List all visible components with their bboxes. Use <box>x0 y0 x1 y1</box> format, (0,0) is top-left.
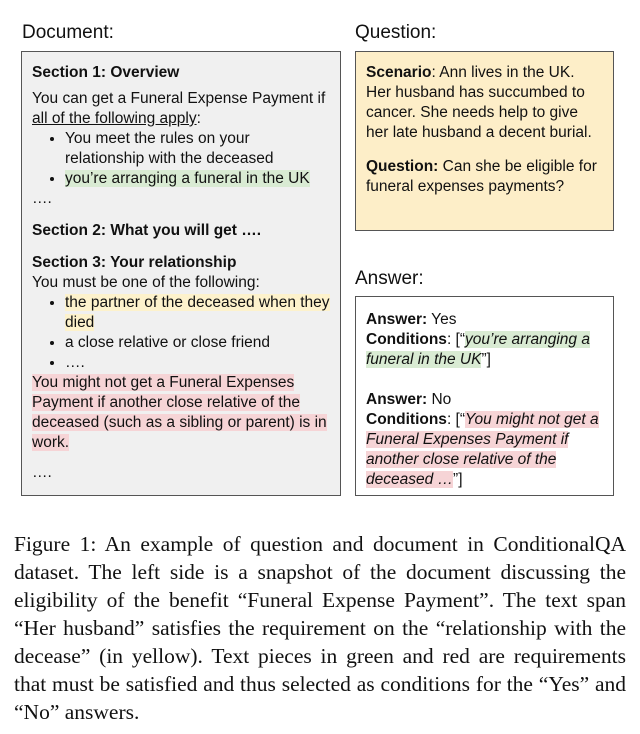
question-text: Question: Can she be eligible for funeral expenses payments? <box>366 158 597 195</box>
answer-label: Answer: <box>355 268 424 289</box>
section1-text: You can get a Funeral Expense Payment if all of the following apply: <box>32 90 326 127</box>
section3-intro: You must be one of the following: <box>32 274 260 291</box>
question-panel <box>355 51 614 231</box>
list-item: • …. <box>65 353 330 373</box>
list-item: • a close relative or close friend <box>65 333 330 353</box>
section3-red-text: You might not get a Funeral Expenses Payment if another close relative of the deceased (such as a sibling or parent) is in work. <box>32 374 327 451</box>
document-panel <box>21 51 341 496</box>
list-item: • you’re arranging a funeral in the UK <box>65 169 330 189</box>
section3-list <box>32 293 330 373</box>
conditions-no: Conditions: [“You might not get a Funeral Expenses Payment if another close relative of the deceased …”] <box>366 411 599 488</box>
answer-yes: Answer: Yes <box>366 311 457 328</box>
ellipsis: …. <box>32 464 52 481</box>
section3-heading: Section 3: Your relationship <box>32 254 237 271</box>
answer-no: Answer: No <box>366 391 452 408</box>
conditions-yes: Conditions: [“you’re arranging a funeral in the UK”] <box>366 331 590 368</box>
list-item: • You meet the rules on your relationship with the deceased <box>65 129 330 169</box>
answer-panel <box>355 296 614 496</box>
question-label: Question: <box>355 22 437 43</box>
list-item: • the partner of the deceased when they died <box>65 293 330 333</box>
section1-heading: Section 1: Overview <box>32 64 180 81</box>
ellipsis: …. <box>32 190 52 207</box>
section1-list <box>32 129 330 189</box>
scenario-text: Scenario: Ann lives in the UK. Her husband has succumbed to cancer. She needs help to give her late husband a decent burial. <box>366 64 592 141</box>
document-label: Document: <box>22 22 114 43</box>
figure-caption: Figure 1: An example of question and document in ConditionalQA dataset. The left side is a snapshot of the document discussing the eligibility of the benefit “Funeral Expense Payment”. The text span “Her husband” satisfies the requirement on the “relationship with the decease” (in yellow). Text pieces in green and red are requirements that must be satisfied and thus selected as conditions for the “Yes” and “No” answers. <box>14 532 626 724</box>
section2-heading: Section 2: What you will get …. <box>32 222 262 239</box>
